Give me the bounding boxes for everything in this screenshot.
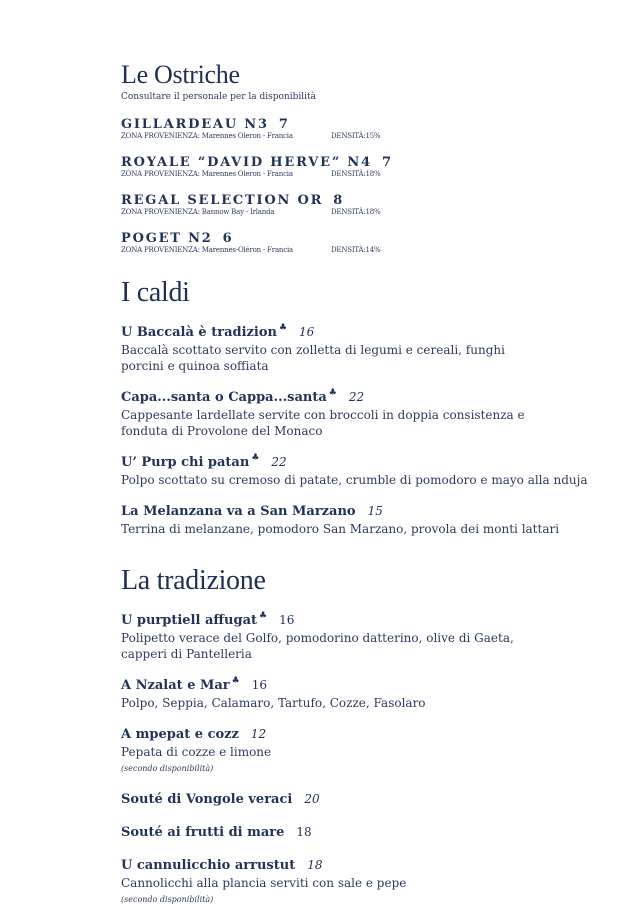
oyster-density: DENSITÀ:14% — [331, 246, 381, 254]
leaf-icon: ♣ — [259, 611, 268, 621]
oysters-title: Le Ostriche — [121, 60, 240, 89]
dish-item — [121, 725, 611, 776]
leaf-icon: ♣ — [278, 323, 288, 333]
dish-item — [121, 676, 611, 711]
dish-price: 22 — [271, 455, 287, 469]
dish-price: 15 — [367, 504, 383, 518]
tradizione-title: La tradizione — [121, 565, 266, 596]
dish-name: U’ Purp chi patan — [121, 455, 250, 470]
dish-description: Cappesante lardellate servite con broccoli in doppia consistenza e fonduta di Provolone del Monaco — [121, 408, 525, 438]
dish-description: Polpo scottato su cremoso di patate, crumble di pomodoro e mayo alla nduja — [121, 473, 588, 487]
dish-item — [121, 502, 611, 537]
oyster-price: 7 — [278, 117, 290, 132]
caldi-section — [121, 277, 611, 537]
dish-name: U Baccalà è tradizion — [121, 325, 277, 340]
dish-description: Polpo, Seppia, Calamaro, Tartufo, Cozze, Fasolaro — [121, 696, 426, 710]
oyster-price: 6 — [222, 231, 234, 246]
oysters-section — [121, 60, 611, 255]
dish-name: Capa...santa o Cappa...santa — [121, 390, 327, 405]
oyster-density: DENSITÀ:15% — [331, 132, 381, 140]
dish-name: U purptiell affugat — [121, 613, 258, 628]
dish-price: 18 — [307, 858, 323, 872]
oyster-item — [121, 117, 611, 141]
oyster-zone: ZONA PROVENIENZA: Bannow Bay - Irlanda — [121, 208, 275, 216]
caldi-title: I caldi — [121, 277, 190, 308]
dish-item — [121, 388, 611, 439]
menu-page — [121, 60, 611, 907]
availability-label: (secondo disponibilità) — [121, 895, 214, 904]
oyster-name: POGET N2 — [121, 231, 213, 246]
leaf-icon: ♣ — [231, 676, 240, 686]
dish-item — [121, 453, 611, 488]
oyster-item — [121, 231, 611, 255]
leaf-icon: ♣ — [328, 388, 337, 398]
dish-price: 16 — [279, 613, 295, 627]
oyster-item — [121, 193, 611, 217]
dish-price: 12 — [250, 727, 267, 741]
oyster-density: DENSITÀ:18% — [331, 208, 381, 216]
oyster-item — [121, 155, 611, 179]
oyster-price: 7 — [381, 155, 393, 170]
dish-item — [121, 323, 611, 374]
dish-name: La Melanzana va a San Marzano — [121, 504, 356, 519]
dish-name: A mpepat e cozz — [121, 727, 239, 742]
dish-price: 16 — [299, 325, 315, 339]
dish-description: Cannolicchi alla plancia serviti con sale e pepe — [121, 876, 407, 890]
oyster-zone: ZONA PROVENIENZA: Marennes Oleron - Francia — [121, 132, 293, 140]
oyster-zone: ZONA PROVENIENZA: Marennes Oleron - Francia — [121, 170, 293, 178]
dish-name: Souté ai frutti di mare — [121, 825, 285, 840]
availability-label: (secondo disponibilità) — [121, 764, 214, 773]
dish-price: 20 — [304, 792, 320, 806]
dish-description: Polipetto verace del Golfo, pomodorino datterino, olive di Gaeta, capperi di Pantelleria — [121, 631, 514, 661]
oyster-name: REGAL SELECTION OR — [121, 193, 324, 208]
dish-price: 22 — [348, 390, 365, 404]
dish-description: Baccalà scottato servito con zolletta di legumi e cereali, funghi porcini e quinoa soffiata — [121, 343, 505, 373]
dish-item — [121, 856, 611, 907]
leaf-icon: ♣ — [251, 453, 260, 463]
dish-price: 16 — [251, 678, 268, 692]
dish-item — [121, 790, 611, 809]
oyster-zone: ZONA PROVENIENZA: Marennes-Oléron - Francia — [121, 246, 293, 254]
dish-item — [121, 823, 611, 842]
oyster-name: ROYALE “DAVID HERVE” N4 — [121, 155, 372, 170]
dish-price: 18 — [296, 825, 312, 839]
dish-name: A Nzalat e Mar — [121, 678, 230, 693]
dish-description: Pepata di cozze e limone — [121, 745, 272, 759]
dish-description: Terrina di melanzane, pomodoro San Marzano, provola dei monti lattari — [121, 522, 560, 536]
availability-note: Consultare il personale per la disponibilità — [121, 92, 316, 102]
tradizione-section — [121, 565, 611, 907]
oyster-name: GILLARDEAU N3 — [121, 117, 269, 132]
oyster-density: DENSITÀ:18% — [331, 170, 381, 178]
oyster-price: 8 — [333, 193, 345, 208]
dish-item — [121, 611, 611, 662]
dish-name: Souté di Vongole veraci — [121, 792, 293, 807]
dish-name: U cannulicchio arrustut — [121, 858, 296, 873]
